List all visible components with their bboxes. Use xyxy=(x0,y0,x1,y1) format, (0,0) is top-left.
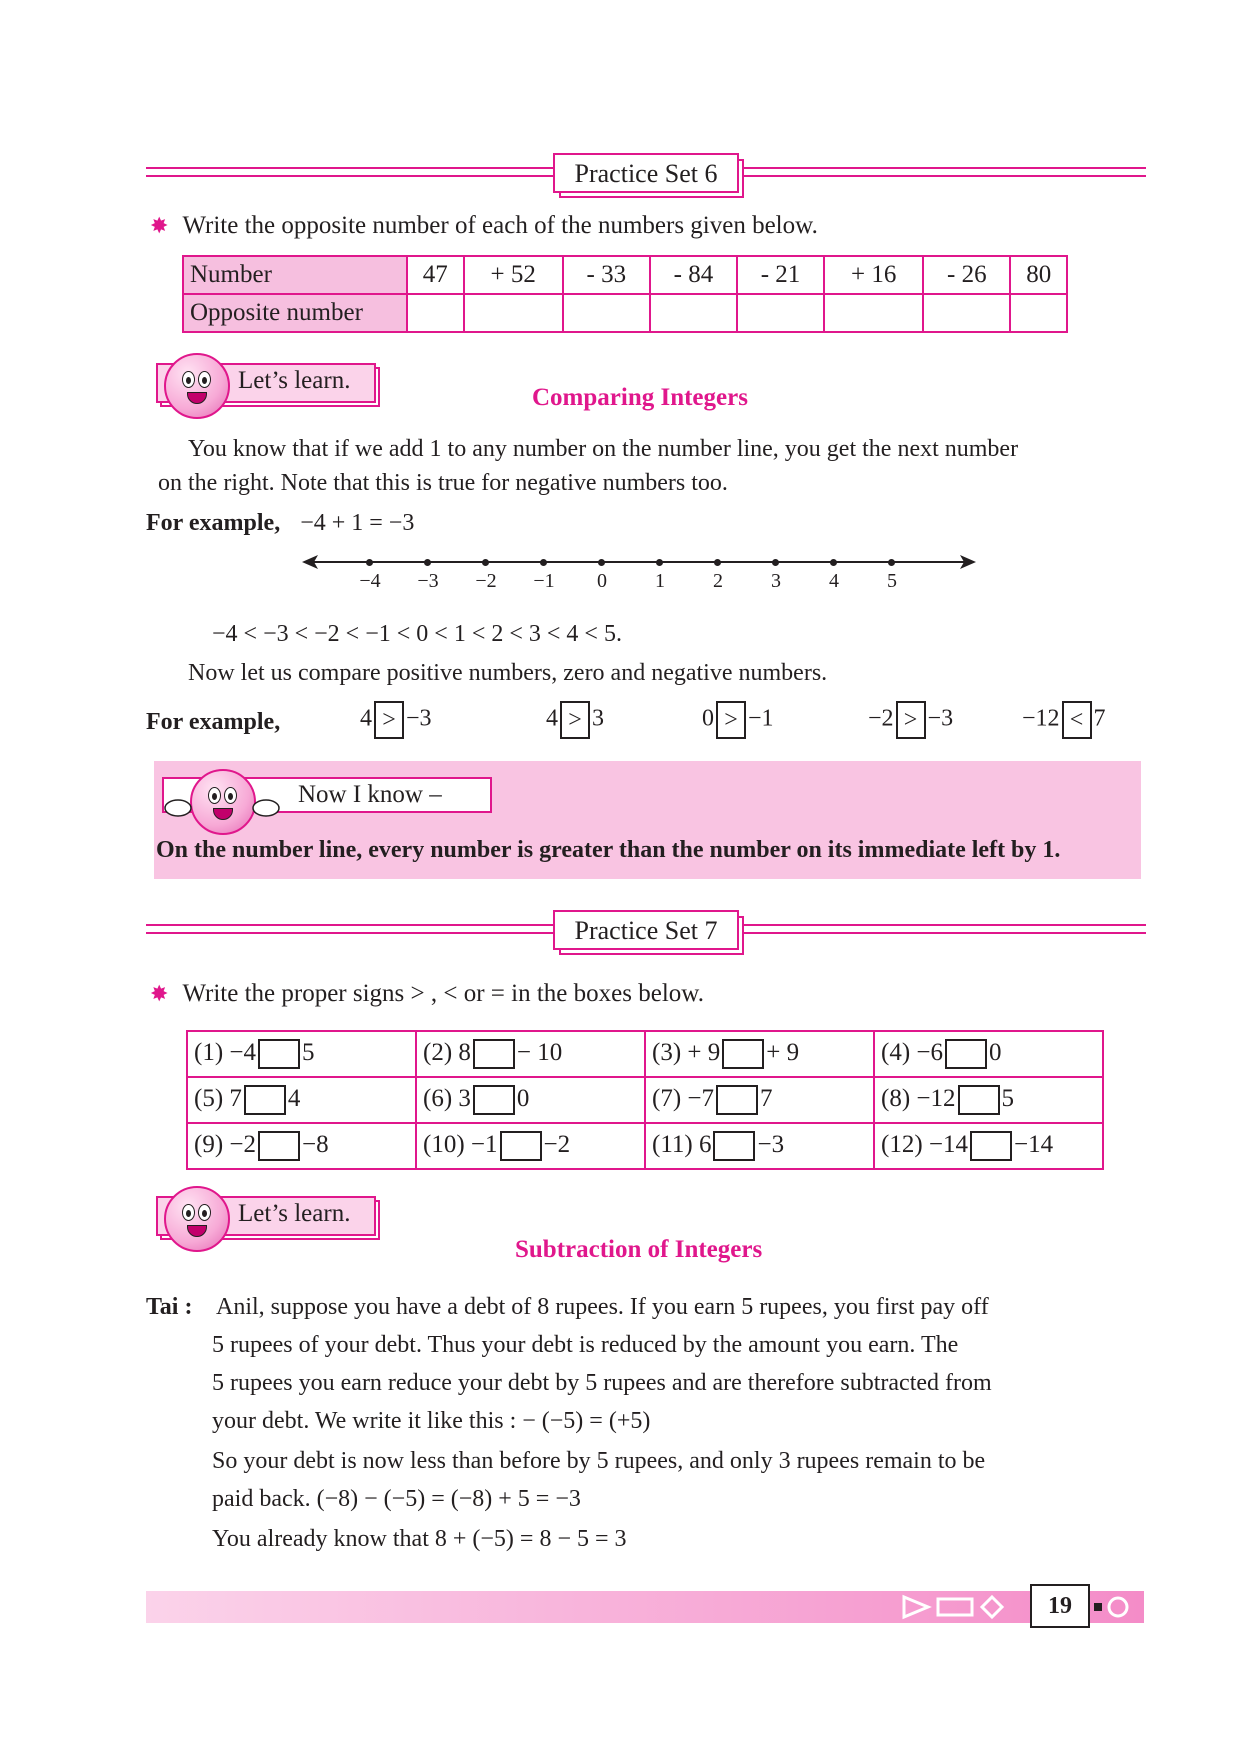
number-line-label: −4 xyxy=(359,570,381,592)
answer-box[interactable] xyxy=(945,1039,987,1069)
dialogue-line: You already know that 8 + (−5) = 8 − 5 = 3 xyxy=(212,1526,627,1552)
exercise-cell: (4) −6 0 xyxy=(874,1031,1103,1077)
divider-left xyxy=(146,924,556,934)
exercise-cell: (6) 3 0 xyxy=(416,1077,645,1123)
number-line-label: 3 xyxy=(771,570,781,592)
exercise-cell: (1) −4 5 xyxy=(187,1031,416,1077)
instruction-row xyxy=(150,980,704,1008)
example-expression: −4 + 1 = −3 xyxy=(300,510,415,536)
answer-box[interactable] xyxy=(258,1131,300,1161)
answer-box[interactable] xyxy=(970,1131,1012,1161)
dialogue-line: 5 rupees you earn reduce your debt by 5 rupees and are therefore subtracted from xyxy=(212,1370,992,1396)
exercise-cell: (11) 6 −3 xyxy=(645,1123,874,1169)
number-line-point xyxy=(482,559,489,566)
table-cell: 47 xyxy=(407,256,464,294)
number-line-label: −3 xyxy=(417,570,439,592)
number-line-label: 1 xyxy=(655,570,665,592)
comparison: −12 < 7 xyxy=(1022,701,1106,739)
speaker-label: Tai : xyxy=(146,1294,193,1320)
example-label: For example, xyxy=(146,709,281,735)
answer-box[interactable] xyxy=(500,1131,542,1161)
dialogue-line: your debt. We write it like this : − (−5) = (+5) xyxy=(212,1408,651,1434)
comparison-examples xyxy=(146,701,1156,745)
exercise-cell: (12) −14 −14 xyxy=(874,1123,1103,1169)
divider-right xyxy=(742,924,1146,934)
number-line xyxy=(0,0,1241,600)
table-cell: - 84 xyxy=(650,256,737,294)
number-line-label: 4 xyxy=(829,570,839,592)
instruction-text: Write the opposite number of each of the numbers given below. xyxy=(182,212,818,239)
sign-box: < xyxy=(1062,701,1092,739)
number-line-label: 5 xyxy=(887,570,897,592)
answer-box[interactable] xyxy=(473,1039,515,1069)
dialogue-line: paid back. (−8) − (−5) = (−8) + 5 = −3 xyxy=(212,1486,581,1512)
page-number: 19 xyxy=(1048,1593,1072,1619)
sign-exercise-table xyxy=(186,1030,1104,1170)
now-i-know-label: Now I know – xyxy=(298,781,442,808)
row-label: Opposite number xyxy=(183,294,407,332)
paragraph-line: You know that if we add 1 to any number on the number line, you get the next number xyxy=(188,436,1019,462)
answer-box[interactable] xyxy=(958,1085,1000,1115)
smiley-face-icon xyxy=(164,1186,230,1252)
exercise-cell: (10) −1 −2 xyxy=(416,1123,645,1169)
number-line-point xyxy=(424,559,431,566)
number-line-label: −1 xyxy=(533,570,555,592)
comparison: 4 > 3 xyxy=(546,701,604,739)
number-line-point xyxy=(888,559,895,566)
row-label: Number xyxy=(183,256,407,294)
number-line-point xyxy=(598,559,605,566)
table-cell: - 33 xyxy=(563,256,650,294)
exercise-cell: (3) + 9 + 9 xyxy=(645,1031,874,1077)
table-cell: - 21 xyxy=(737,256,824,294)
dialogue-line: Tai : Anil, suppose you have a debt of 8 rupees. If you earn 5 rupees, you first pay off xyxy=(146,1294,989,1320)
practice-set-7-title: Practice Set 7 xyxy=(553,910,739,950)
dialogue-line: 5 rupees of your debt. Thus your debt is reduced by the amount you earn. The xyxy=(212,1332,959,1358)
section-heading: Subtraction of Integers xyxy=(515,1236,763,1263)
practice-set-6-title: Practice Set 6 xyxy=(553,153,739,193)
comparison: 0 > −1 xyxy=(702,701,774,739)
page-number-box xyxy=(1030,1584,1090,1628)
order-text: −4 < −3 < −2 < −1 < 0 < 1 < 2 < 3 < 4 < 5. xyxy=(212,621,622,647)
dialogue-line: So your debt is now less than before by 5 rupees, and only 3 rupees remain to be xyxy=(212,1448,986,1474)
instruction-text: Write the proper signs > , < or = in the boxes below. xyxy=(182,980,704,1007)
answer-box[interactable] xyxy=(716,1085,758,1115)
lets-learn-badge xyxy=(156,1196,380,1240)
sign-box: > xyxy=(716,701,746,739)
number-line-point xyxy=(714,559,721,566)
dialogue xyxy=(146,1290,1146,1560)
exercise-cell: (8) −12 5 xyxy=(874,1077,1103,1123)
now-i-know-text: On the number line, every number is greater than the number on its immediate left by 1. xyxy=(156,837,1061,863)
sign-box: > xyxy=(560,701,590,739)
hand-left-icon xyxy=(162,797,194,819)
exercise-cell: (7) −7 7 xyxy=(645,1077,874,1123)
hand-right-icon xyxy=(250,797,282,819)
paragraph-line: on the right. Note that this is true for negative numbers too. xyxy=(158,470,728,496)
table-cell: + 52 xyxy=(464,256,563,294)
smiley-face-icon xyxy=(190,769,256,835)
number-line-point xyxy=(772,559,779,566)
answer-box[interactable] xyxy=(244,1085,286,1115)
table-row xyxy=(187,1031,1103,1077)
section-heading: Comparing Integers xyxy=(532,384,748,411)
number-line-point xyxy=(656,559,663,566)
star-bullet-icon: ✸ xyxy=(150,213,169,238)
number-line-label: 2 xyxy=(713,570,723,592)
number-line-point xyxy=(540,559,547,566)
sign-box: > xyxy=(896,701,926,739)
sign-box: > xyxy=(374,701,404,739)
lets-learn-label: Let’s learn. xyxy=(238,1200,351,1227)
table-cell: 80 xyxy=(1010,256,1067,294)
exercise-cell: (5) 7 4 xyxy=(187,1077,416,1123)
answer-box[interactable] xyxy=(713,1131,755,1161)
number-line-point xyxy=(830,559,837,566)
comparison: 4 > −3 xyxy=(360,701,432,739)
number-line-label: −2 xyxy=(475,570,497,592)
star-bullet-icon: ✸ xyxy=(150,981,169,1006)
table-cell: + 16 xyxy=(824,256,923,294)
lets-learn-label: Let’s learn. xyxy=(238,367,351,394)
now-i-know-panel xyxy=(154,761,1141,879)
comparison: −2 > −3 xyxy=(868,701,953,739)
number-line-axis xyxy=(300,552,980,572)
example-label: For example, xyxy=(146,510,281,536)
table-cell: - 26 xyxy=(923,256,1010,294)
table-row xyxy=(187,1123,1103,1169)
paragraph-line: Now let us compare positive numbers, zero and negative numbers. xyxy=(188,660,828,686)
answer-box[interactable] xyxy=(473,1085,515,1115)
number-line-point xyxy=(366,559,373,566)
exercise-cell: (9) −2 −8 xyxy=(187,1123,416,1169)
footer-circle-icon xyxy=(1094,1594,1134,1620)
answer-box[interactable] xyxy=(722,1039,764,1069)
number-line-label: 0 xyxy=(597,570,607,592)
table-row xyxy=(187,1077,1103,1123)
answer-box[interactable] xyxy=(258,1039,300,1069)
footer-shapes-icon xyxy=(898,1591,1038,1623)
exercise-cell: (2) 8 − 10 xyxy=(416,1031,645,1077)
